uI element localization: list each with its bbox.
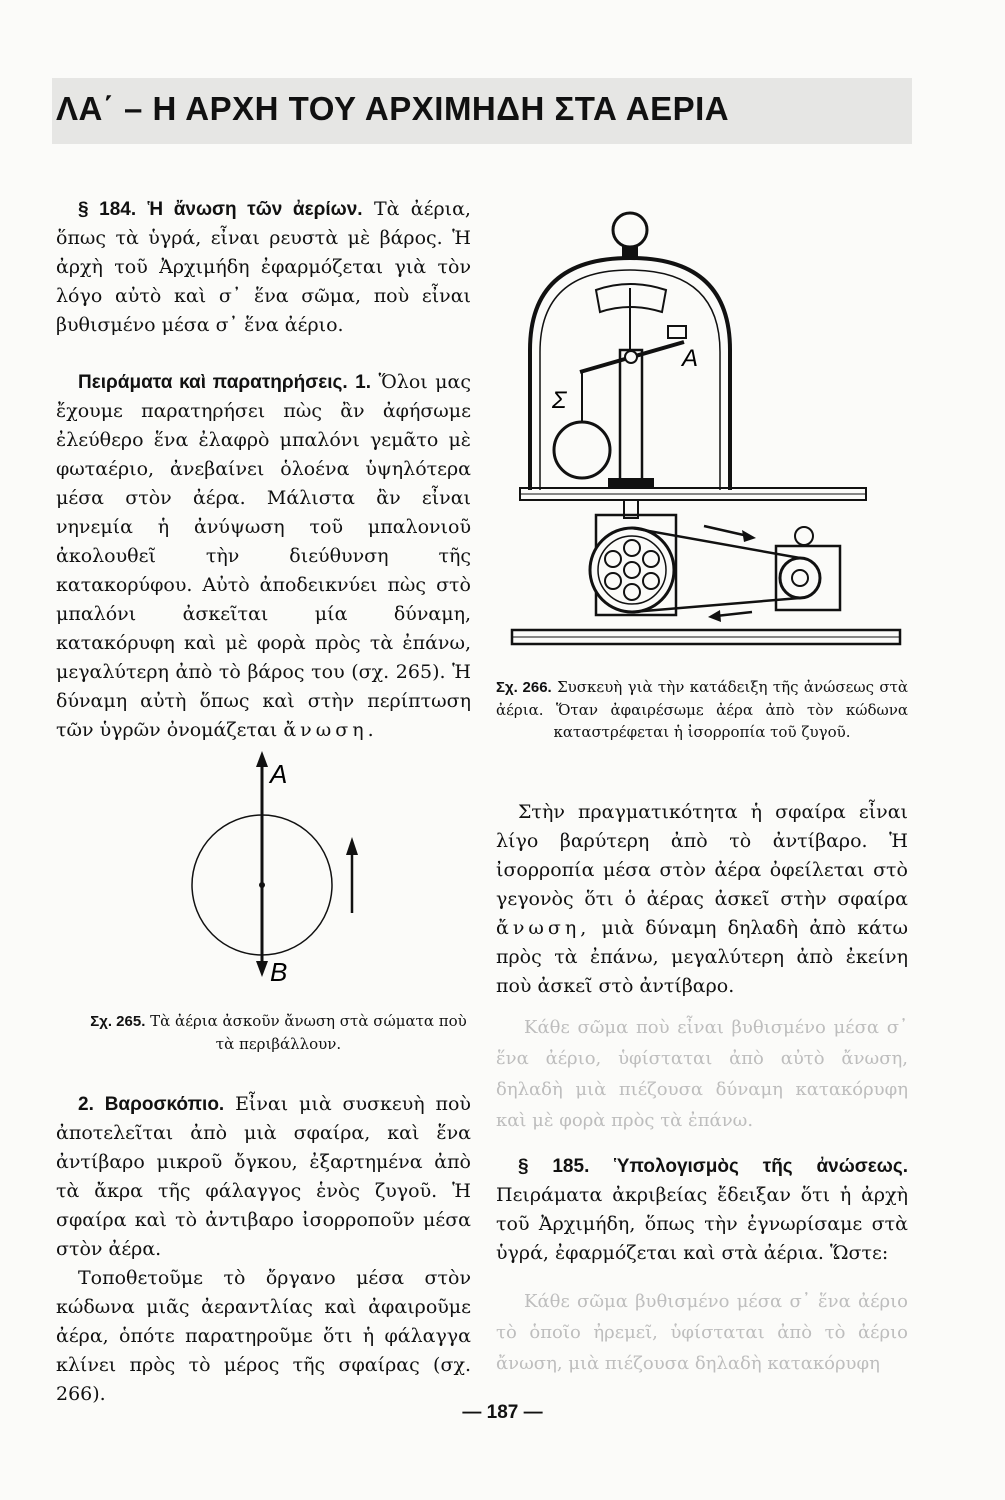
explanation-text-a: Στὴν πραγματικότητα ἡ σφαίρα εἶναι λίγο βαρύτερη ἀπὸ τὸ ἀντίβαρο. Ἡ ἰσορροπία μέσα στὸν ἀέρα ὀφείλεται στὸ γεγονὸς ὅτι ὁ ἀέρας ἀσκεῖ στὴν σφαίρα (496, 801, 908, 910)
section-185-text: Πειράματα ἀκριβείας ἔδειξαν ὅτι ἡ ἀρχὴ τοῦ Ἀρχιμήδη, ὅπως τὴν ἐγνωρίσαμε στὰ ὑγρά, ἐφαρμόζεται καὶ στὰ ἀέρια. Ὥστε: (496, 1184, 908, 1264)
counterweight (668, 326, 686, 338)
figure-266-caption (496, 676, 908, 743)
motor-terminal (795, 527, 813, 545)
belt-arrow-top (704, 526, 748, 536)
section-185-heading: Ὑπολογισμὸς τῆς ἀνώσεως. (613, 1156, 909, 1177)
figure-266-caption-number: Σχ. 266. (496, 679, 552, 696)
bell-knob (613, 213, 647, 247)
section-184 (56, 195, 471, 340)
explanation-block (496, 798, 908, 1001)
figure-265 (180, 745, 380, 985)
motor-pulley (780, 558, 820, 598)
explanation-term: ἄνωση, (496, 917, 591, 939)
experiment-2-number: 2. (78, 1094, 94, 1115)
faded-statement-2 (496, 1286, 908, 1379)
experiments-block (56, 368, 471, 745)
beam-pivot (625, 351, 637, 363)
experiment-2-text-a: Εἶναι μιὰ συσκευὴ ποὺ ἀποτελεῖται ἀπὸ μιὰ σφαίρα, καὶ ἕνα ἀντίβαρο μικροῦ ὄγκου, ἐξαρτημένα ἀπὸ τὰ ἄκρα τῆς φάλαγγος ἑνὸς ζυγοῦ. Ἡ σφαίρα καὶ τὸ ἀντιβαρο ἰσορροποῦν μέσα στὸν ἀέρα. (56, 1093, 471, 1260)
experiments-heading: Πειράματα καὶ παρατηρήσεις. (78, 372, 348, 393)
section-184-text: Τὰ ἀέρια, ὅπως τὰ ὑγρά, εἶναι ρευστὰ μὲ βάρος. Ἡ ἀρχὴ τοῦ Ἀρχιμήδη ἐφαρμόζεται γιὰ τὸν λόγο αὐτὸ καὶ σ᾿ ἕνα σῶμα, ποὺ εἶναι βυθισμένο μέσα σ᾿ ἕνα ἀέριο. (56, 198, 471, 336)
faded-statement-1 (496, 1012, 908, 1136)
experiment-2-block (56, 1090, 471, 1409)
label-sigma-sphere: Σ (552, 387, 567, 414)
pillar-base (608, 478, 654, 488)
belt-arrow-top-head (742, 530, 756, 542)
chapter-title: ΛΑ΄ – Η ΑΡΧΗ ΤΟΥ ΑΡΧΙΜΗΔΗ ΣΤΑ ΑΕΡΙΑ (56, 90, 730, 127)
page-number: — 187 — (462, 1402, 543, 1423)
section-185-number: § 185. (518, 1156, 590, 1177)
experiment-1-number: 1. (355, 372, 372, 393)
experiment-2-heading: Βαροσκόπιο. (104, 1094, 225, 1115)
section-184-number: § 184. (78, 199, 137, 220)
experiment-1-text: Ὅλοι μας ἔχουμε παρατηρήσει πὼς ἂν ἀφήσωμε ἐλεύθερο ἕνα ἐλαφρὸ μπαλόνι γεμᾶτο μὲ φωταέριο, ἀνεβαίνει ὁλοένα ὑψηλότερα μέσα στὸν ἀέρα. Μάλιστα ἂν εἶναι νηνεμία ἡ ἀνύψωση τοῦ μπαλονιοῦ ἀκολουθεῖ τὴν διεύθυνση τῆς κατακορύφου. Αὐτὸ ἀποδεικνύει πὼς στὸ μπαλόνι ἀσκεῖται μία δύναμη, κατακόρυφη καὶ μὲ φορὰ πρὸς τὰ ἐπάνω, μεγαλύτερη ἀπὸ τὸ βάρος του (σχ. 265). Ἡ δύναμη αὐτὴ ὅπως καὶ στὴν περίπτωση τῶν ὑγρῶν ὀνομάζεται (56, 371, 471, 741)
label-b: B (270, 957, 288, 985)
sphere (554, 422, 610, 478)
center-point (259, 882, 265, 888)
explanation-text-b: μιὰ δύναμη δηλαδὴ ἀπὸ κάτω πρὸς τὰ ἐπάνω, μεγαλύτερη ἀπὸ ἐκείνη ποὺ ἀσκεῖ στὸ ἀντίβαρο. (496, 917, 908, 997)
figure-265-caption-text: Τὰ ἀέρια ἀσκοῦν ἄνωση στὰ σώματα ποὺ τὰ περιβάλλουν. (150, 1012, 467, 1053)
figure-266-caption-text: Συσκευὴ γιὰ τὴν κατάδειξη τῆς ἀνώσεως στὰ ἀέρια. Ὅταν ἀφαιρέσωμε ἀέρα ἀπὸ τὸν κώδωνα καταστρέφεται ἡ ἰσορροπία τοῦ ζυγοῦ. (496, 678, 908, 741)
belt-arrow-bottom-head (708, 610, 721, 622)
buoyancy-arrow-head (346, 837, 358, 855)
figure-265-caption (86, 1010, 471, 1055)
balance-pillar (620, 350, 642, 482)
belt-arrow-bottom (716, 612, 752, 616)
section-184-heading: Ἡ ἄνωση τῶν ἀερίων. (147, 199, 363, 220)
label-a-counterweight: A (682, 345, 699, 372)
arrow-up-a (256, 751, 268, 767)
experiment-2-text-b: Τοποθετοῦμε τὸ ὄργανο μέσα στὸν κώδωνα μιᾶς ἀεραντλίας καὶ ἀφαιροῦμε ἀέρα, ὁπότε παρατηροῦμε ὅτι ἡ φάλαγγα κλίνει πρὸς τὸ μέρος τῆς σφαίρας (σχ. 266). (56, 1267, 471, 1405)
figure-266 (508, 200, 908, 660)
experiment-1-term: ἄνωση. (283, 719, 378, 741)
section-185 (496, 1152, 908, 1268)
arrow-down-b (256, 961, 268, 977)
faded-statement-2-text: Κάθε σῶμα βυθισμένο μέσα σ᾿ ἕνα ἀέριο τὸ ὁποῖο ἠρεμεῖ, ὑφίσταται ἀπὸ τὸ ἀέριο ἄνωση, μιὰ πιέζουσα δηλαδὴ κατακόρυφη (496, 1291, 908, 1374)
label-a: A (270, 759, 288, 789)
faded-statement-1-text: Κάθε σῶμα ποὺ εἶναι βυθισμένο μέσα σ᾿ ἕνα ἀέριο, ὑφίσταται ἀπὸ αὐτὸ ἄνωση, δηλαδὴ μιὰ πιέζουσα δύναμη κατακόρυφη καὶ μὲ φορὰ πρὸς τὰ ἐπάνω. (496, 1017, 908, 1131)
figure-265-caption-number: Σχ. 265. (90, 1013, 146, 1030)
